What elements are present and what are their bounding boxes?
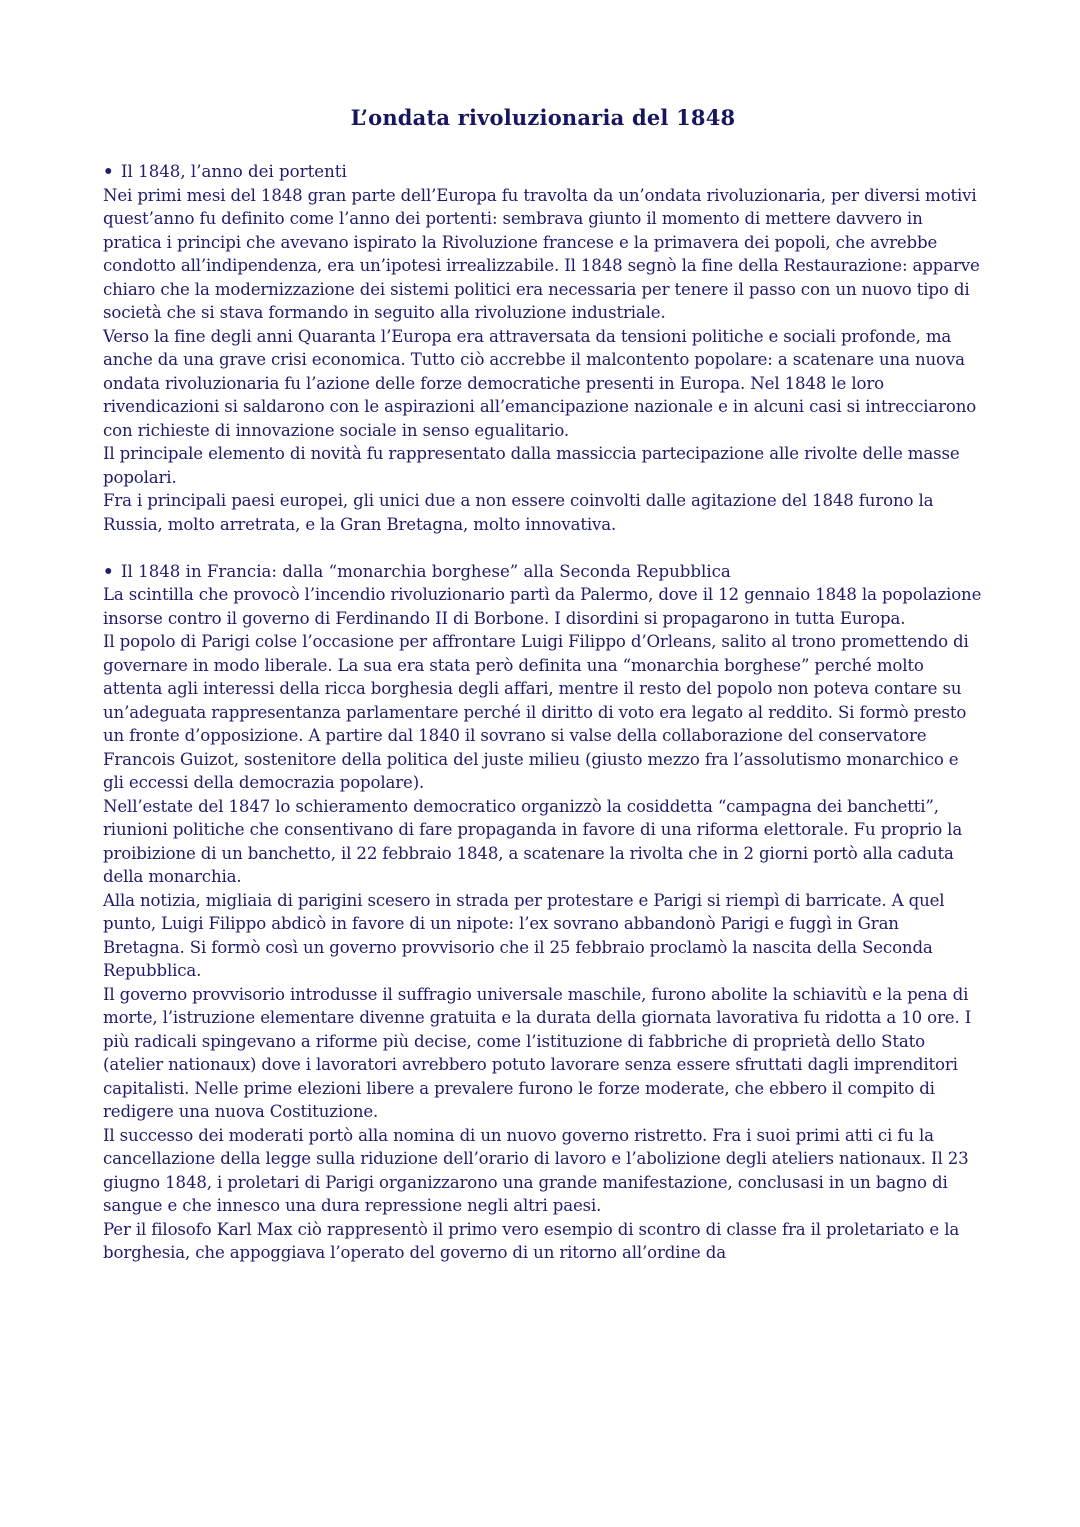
document-page — [103, 100, 983, 1288]
section-heading — [103, 560, 983, 584]
paragraph: Per il filosofo Karl Max ciò rappresentò il primo vero esempio di scontro di classe fra il proletariato e la borghesia, che appoggiava l’operato del governo di un ritorno all’ordine da — [103, 1219, 960, 1262]
paragraph: Il governo provvisorio introdusse il suffragio universale maschile, furono abolite la schiavitù e la pena di morte, l’istruzione elementare divenne gratuita e la durata della giornata lavorativa fu ridotta a 10 ore. I più radicali spingevano a riforme più decise, come l’istituzione di fabbriche di proprietà dello Stato (atelier nationaux) dove i lavoratori avrebbero potuto lavorare senza essere sfruttati dagli imprenditori capitalisti. Nelle prime elezioni libere a prevalere furono le forze moderate, che ebbero il compito di redigere una nuova Costituzione. — [103, 984, 972, 1121]
paragraph: Fra i principali paesi europei, gli unici due a non essere coinvolti dalle agitazione del 1848 furono la Russia, molto arretrata, e la Gran Bretagna, molto innovativa. — [103, 491, 934, 534]
paragraph: La scintilla che provocò l’incendio rivoluzionario partì da Palermo, dove il 12 gennaio 1848 la popolazione insorse contro il governo di Ferdinando II di Borbone. I disordini si propagarono in tutta Europa. — [103, 585, 982, 628]
paragraph: Il successo dei moderati portò alla nomina di un nuovo governo ristretto. Fra i suoi primi atti ci fu la cancellazione della legge sulla riduzione dell’orario di lavoro e l’abolizione degli ateliers nationaux. Il 23 giugno 1848, i proletari di Parigi organizzarono una grande manifestazione, conclusasi in un bagno di sangue e che innesco una dura repressione negli altri paesi. — [103, 1125, 969, 1215]
section-heading-text: Il 1848 in Francia: dalla “monarchia borghese” alla Seconda Repubblica — [121, 561, 731, 581]
section-heading-text: Il 1848, l’anno dei portenti — [121, 162, 347, 181]
paragraph: Il popolo di Parigi colse l’occasione per affrontare Luigi Filippo d’Orleans, salito al trono promettendo di governare in modo liberale. La sua era stata però definita una “monarchia borghese” perché molto attenta agli interessi della ricca borghesia degli affari, mentre il resto del popolo non poteva contare su un’adeguata rappresentanza parlamentare perché il diritto di voto era legato al reddito. Si formò presto un fronte d’opposizione. A partire dal 1840 il sovrano si valse della collaborazione del conservatore Francois Guizot, sostenitore della politica del juste milieu (giusto mezzo fra l’assolutismo monarchico e gli eccessi della democrazia popolare). — [103, 632, 969, 792]
document-title: L’ondata rivoluzionaria del 1848 — [350, 105, 736, 130]
paragraph: Il principale elemento di novità fu rappresentato dalla massiccia partecipazione alle rivolte delle masse popolari. — [103, 444, 960, 487]
paragraph: Verso la fine degli anni Quaranta l’Europa era attraversata da tensioni politiche e sociali profonde, ma anche da una grave crisi economica. Tutto ciò accrebbe il malcontento popolare: a scatenare una nuova ondata rivoluzionaria fu l’azione delle forze democratiche presenti in Europa. Nel 1848 le loro rivendicazioni si saldarono con le aspirazioni all’emancipazione nazionale e in alcuni casi si intrecciarono con richieste di innovazione sociale in senso egualitario. — [103, 326, 977, 440]
bullet-icon: • — [103, 560, 114, 581]
section-anno-dei-portenti — [103, 160, 983, 536]
paragraph: Alla notizia, migliaia di parigini scesero in strada per protestare e Parigi si riempì di barricate. A quel punto, Luigi Filippo abdicò in favore di un nipote: l’ex sovrano abbandonò Parigi e fuggì in Gran Bretagna. Si formò così un governo provvisorio che il 25 febbraio proclamò la nascita della Seconda Repubblica. — [103, 890, 945, 980]
section-heading — [103, 160, 983, 184]
bullet-icon: • — [103, 161, 114, 181]
paragraph: Nell’estate del 1847 lo schieramento democratico organizzò la cosiddetta “campagna dei banchetti”, riunioni politiche che consentivano di fare propaganda in favore di una riforma elettorale. Fu proprio la proibizione di un banchetto, il 22 febbraio 1848, a scatenare la rivolta che in 2 giorni portò alla caduta della monarchia. — [103, 796, 963, 886]
section-francia-seconda-repubblica — [103, 560, 983, 1265]
paragraph: Nei primi mesi del 1848 gran parte dell’Europa fu travolta da un’ondata rivoluzionaria, per diversi motivi quest’anno fu definito come l’anno dei portenti: sembrava giunto il momento di mettere davvero in pratica i principi che avevano ispirato la Rivoluzione francese e la primavera dei popoli, che avrebbe condotto all’indipendenza, era un’ipotesi irrealizzabile. Il 1848 segnò la fine della Restaurazione: apparve chiaro che la modernizzazione dei sistemi politici era necessaria per tenere il passo con un nuovo tipo di società che si stava formando in seguito alla rivoluzione industriale. — [103, 185, 980, 322]
